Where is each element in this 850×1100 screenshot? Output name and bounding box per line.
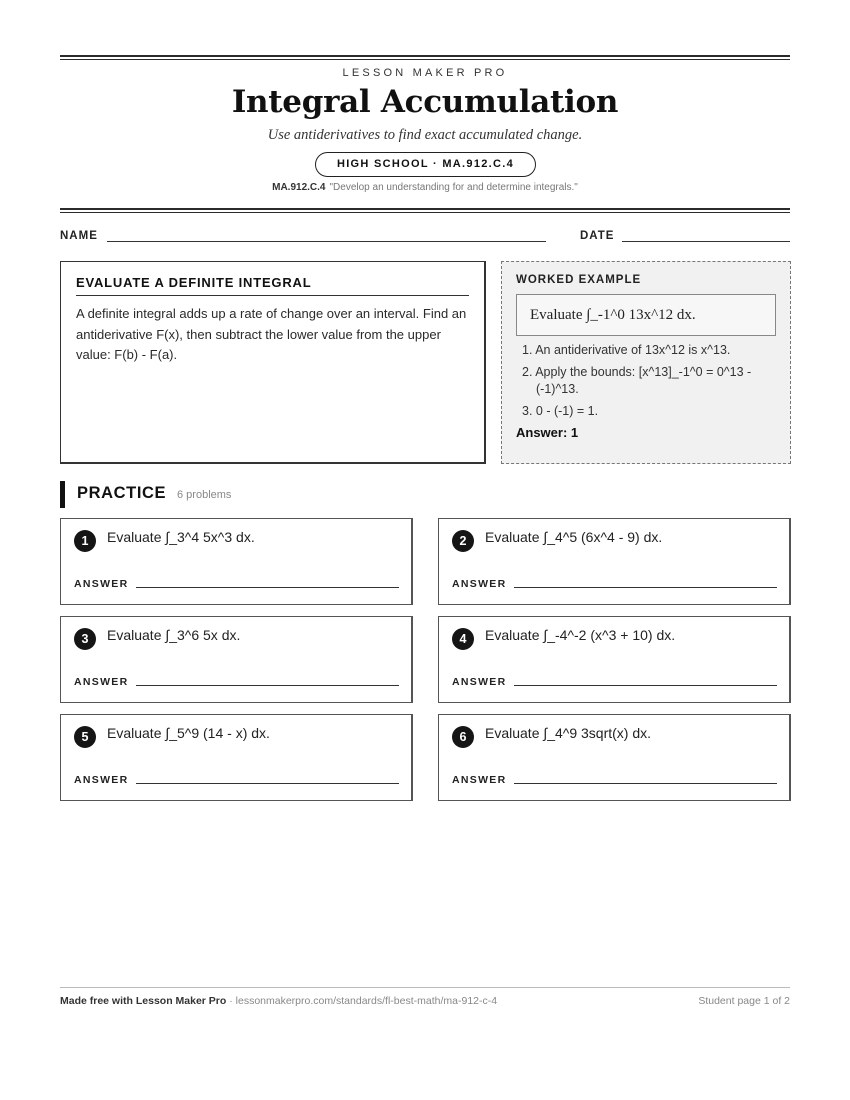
problem-card-4 (438, 616, 791, 703)
intro-text: A definite integral adds up a rate of change over an interval. Find an antiderivative F(x), then subtract the lower value from the upper value: F(b) - F(a). (76, 306, 467, 362)
answer-line[interactable] (514, 783, 777, 784)
standard-text: "Develop an understanding for and determine integrals." (329, 182, 578, 193)
problem-card-1 (60, 518, 413, 605)
problem-text: Evaluate ∫_-4^-2 (x^3 + 10) dx. (485, 627, 676, 643)
problem-number-badge: 3 (74, 628, 96, 650)
footer-made-with: Made free with Lesson Maker Pro (60, 995, 227, 1007)
worked-step: 3. 0 - (-1) = 1. (522, 404, 599, 418)
problem-card-2 (438, 518, 791, 605)
answer-line[interactable] (514, 587, 777, 588)
problem-number-badge: 6 (452, 726, 474, 748)
problem-text: Evaluate ∫_5^9 (14 - x) dx. (107, 725, 270, 741)
name-label: NAME (60, 230, 98, 242)
standard-description (0, 182, 850, 193)
problem-number-badge: 1 (74, 530, 96, 552)
answer-label: ANSWER (74, 578, 129, 590)
page-subtitle: Use antiderivatives to find exact accumulated change. (267, 127, 583, 143)
answer-label: ANSWER (452, 774, 507, 786)
problem-text: Evaluate ∫_3^4 5x^3 dx. (107, 529, 255, 545)
answer-line[interactable] (136, 587, 399, 588)
worked-step: 1. An antiderivative of 13x^12 is x^13. (522, 343, 731, 357)
problem-text: Evaluate ∫_3^6 5x dx. (107, 627, 241, 643)
answer-line[interactable] (136, 685, 399, 686)
problem-text: Evaluate ∫_4^9 3sqrt(x) dx. (485, 725, 652, 741)
name-field-line[interactable] (107, 241, 546, 242)
worked-example-panel (501, 261, 791, 464)
brand-label: LESSON MAKER PRO (342, 67, 508, 79)
worked-example-heading: WORKED EXAMPLE (516, 274, 642, 286)
top-double-rule (60, 55, 790, 60)
problem-number-badge: 4 (452, 628, 474, 650)
date-field-line[interactable] (622, 241, 790, 242)
date-label: DATE (580, 230, 615, 242)
practice-heading: PRACTICE (77, 484, 167, 502)
worked-step: 2. Apply the bounds: [x^13]_-1^0 = 0^13 - (-1)^13. (522, 365, 752, 396)
worked-example-steps (516, 342, 776, 420)
practice-count: 6 problems (177, 489, 232, 501)
answer-label: ANSWER (74, 774, 129, 786)
standard-code: MA.912.C.4 (272, 182, 326, 193)
practice-accent-bar (60, 481, 65, 508)
footer-rule (60, 987, 790, 988)
problem-number-badge: 5 (74, 726, 96, 748)
problem-number-badge: 2 (452, 530, 474, 552)
intro-panel (60, 261, 486, 464)
footer-credit (60, 995, 497, 1007)
footer-page-number: Student page 1 of 2 (698, 995, 790, 1007)
problem-card-6 (438, 714, 791, 801)
page-title: Integral Accumulation (231, 84, 619, 120)
header-bottom-double-rule (60, 208, 790, 213)
answer-label: ANSWER (452, 578, 507, 590)
intro-heading: EVALUATE A DEFINITE INTEGRAL (76, 275, 469, 296)
grade-standard-badge: HIGH SCHOOL · MA.912.C.4 (315, 152, 536, 177)
answer-line[interactable] (136, 783, 399, 784)
answer-line[interactable] (514, 685, 777, 686)
answer-label: ANSWER (452, 676, 507, 688)
problem-text: Evaluate ∫_4^5 (6x^4 - 9) dx. (485, 529, 663, 545)
problem-card-5 (60, 714, 413, 801)
problem-card-3 (60, 616, 413, 703)
worked-example-answer: Answer: 1 (516, 425, 579, 440)
footer-url[interactable]: · lessonmakerpro.com/standards/fl-best-math/ma-912-c-4 (226, 995, 498, 1007)
answer-label: ANSWER (74, 676, 129, 688)
worked-example-problem: Evaluate ∫_-1^0 13x^12 dx. (516, 294, 776, 336)
